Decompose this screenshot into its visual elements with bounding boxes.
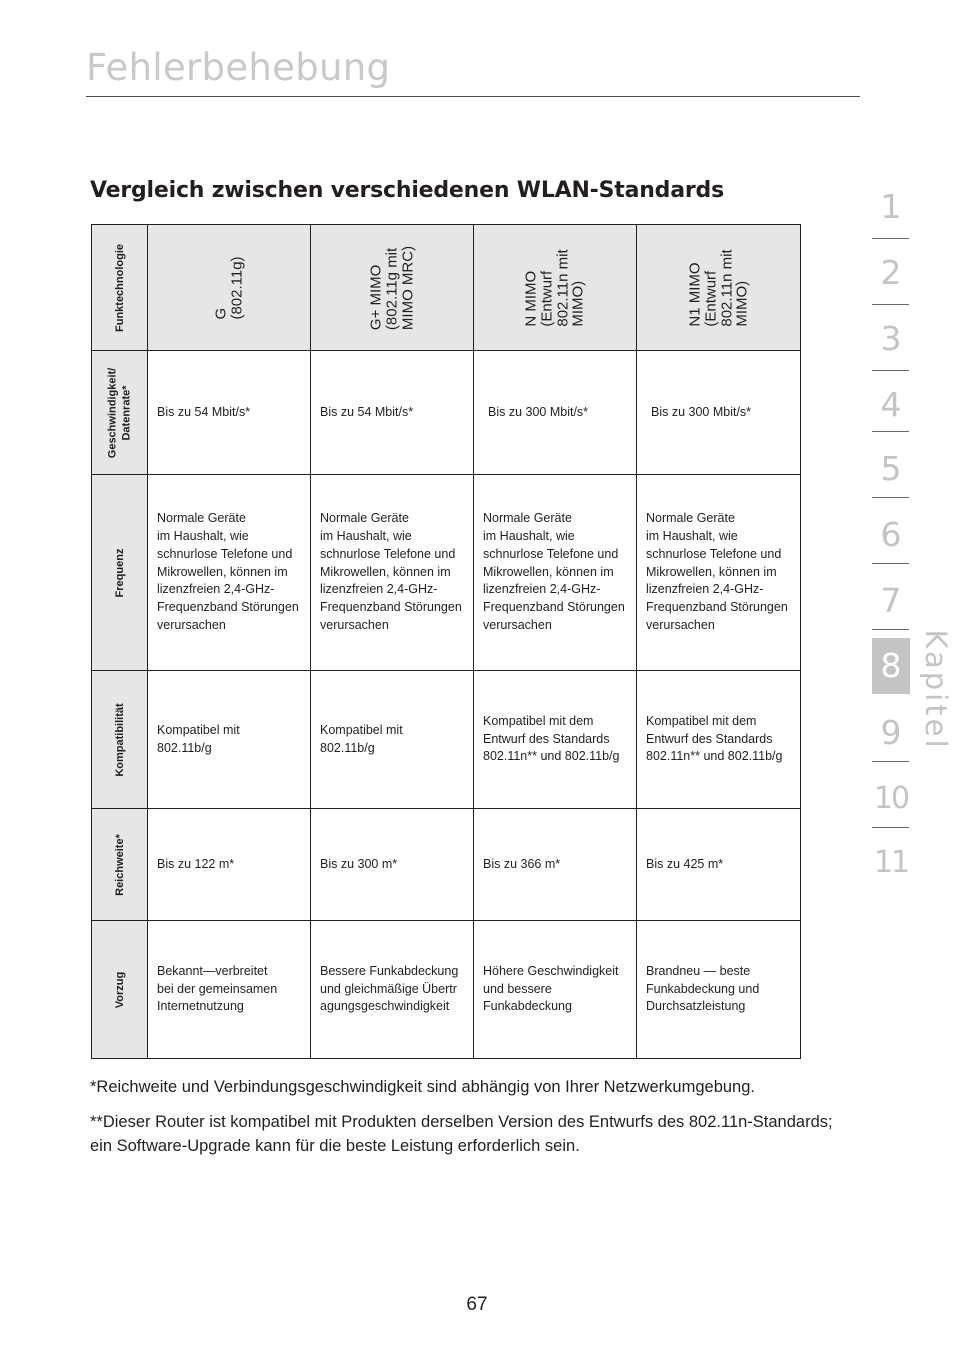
table-cell: Bis zu 54 Mbit/s* [148,351,311,475]
row-header-frequenz: Frequenz [92,475,148,671]
section-heading: Vergleich zwischen verschiedenen WLAN-Standards [90,178,724,203]
table-cell: Bekannt—verbreitet bei der gemeinsamen Internetnutzung [148,921,311,1059]
chapter-link-6[interactable]: 6 [880,515,902,554]
chapter-divider [872,827,909,828]
footnote-compatibility: **Dieser Router ist kompatibel mit Produkten derselben Version des Entwurfs des 802.11n-Standards; ein Software-Upgrade kann für die beste Leistung erforderlich sein. [90,1113,833,1155]
table-row-reichweite [92,809,801,921]
table-cell: Bis zu 425 m* [637,809,801,921]
chapter-divider [872,304,909,305]
chapter-divider [872,629,909,630]
chapter-link-10[interactable]: 10 [873,781,909,816]
page-title: Fehlerbehebung [86,46,391,89]
table-cell: Kompatibel mit dem Entwurf des Standards 802.11n** und 802.11b/g [474,671,637,809]
table-cell: Höhere Geschwindigkeit und bessere Funkabdeckung [474,921,637,1059]
title-rule [86,96,860,97]
table-cell: Normale Geräte im Haushalt, wie schnurlose Telefone und Mikrowellen, können im lizenzfreien 2,4-GHz- Frequenzband Störungen verursachen [637,475,801,671]
chapter-link-2[interactable]: 2 [880,253,902,292]
chapter-link-3[interactable]: 3 [880,319,902,358]
table-cell: Bis zu 366 m* [474,809,637,921]
table-cell: Bis zu 54 Mbit/s* [311,351,474,475]
chapter-divider [872,370,909,371]
chapter-link-5[interactable]: 5 [880,449,902,488]
table-cell: Normale Geräte im Haushalt, wie schnurlose Telefone und Mikrowellen, können im lizenzfreien 2,4-GHz- Frequenzband Störungen verursachen [311,475,474,671]
row-header-funktechnologie: Funktechnologie [92,225,148,351]
table-cell: Bis zu 122 m* [148,809,311,921]
comparison-table [91,224,801,1059]
table-cell: Kompatibel mit 802.11b/g [311,671,474,809]
column-header-n1-mimo: N1 MIMO (Entwurf 802.11n mit MIMO) [637,225,801,351]
chapter-link-7[interactable]: 7 [880,581,902,620]
row-header-kompatibilitaet: Kompatibilität [92,671,148,809]
row-header-reichweite: Reichweite* [92,809,148,921]
chapter-divider [872,431,909,432]
column-header-g: G (802.11g) [148,225,311,351]
table-cell: Kompatibel mit dem Entwurf des Standards 802.11n** und 802.11b/g [637,671,801,809]
table-cell: Bis zu 300 Mbit/s* [637,351,801,475]
table-cell: Kompatibel mit 802.11b/g [148,671,311,809]
chapter-divider [872,497,909,498]
column-header-g-plus-mimo: G+ MIMO (802.11g mit MIMO MRC) [311,225,474,351]
table-row-vorzug [92,921,801,1059]
chapter-link-1[interactable]: 1 [880,187,902,226]
chapter-link-8-active[interactable]: 8 [872,638,910,694]
table-cell: Normale Geräte im Haushalt, wie schnurlose Telefone und Mikrowellen, können im lizenzfreien 2,4-GHz- Frequenzband Störungen verursachen [148,475,311,671]
table-row-kompatibilitaet [92,671,801,809]
chapter-divider [872,761,909,762]
chapter-divider [872,563,909,564]
table-cell: Normale Geräte im Haushalt, wie schnurlose Telefone und Mikrowellen, können im lizenzfreien 2,4-GHz- Frequenzband Störungen verursachen [474,475,637,671]
chapter-link-4[interactable]: 4 [880,385,902,424]
table-cell: Brandneu — beste Funkabdeckung und Durchsatzleistung [637,921,801,1059]
table-cell: Bessere Funkabdeckung und gleichmäßige Übertr agungsgeschwindigkeit [311,921,474,1059]
table-cell: Bis zu 300 Mbit/s* [474,351,637,475]
chapter-link-9[interactable]: 9 [880,713,902,752]
chapter-label: Kapitel [919,629,953,751]
table-row-geschwindigkeit [92,351,801,475]
row-header-geschwindigkeit: Geschwindigkeit/ Datenrate* [92,351,148,475]
table-row-frequenz [92,475,801,671]
column-header-n-mimo: N MIMO (Entwurf 802.11n mit MIMO) [474,225,637,351]
row-header-vorzug: Vorzug [92,921,148,1059]
chapter-link-11[interactable]: 11 [873,845,909,880]
table-cell: Bis zu 300 m* [311,809,474,921]
chapter-divider [872,238,909,239]
footnote-range: *Reichweite und Verbindungsgeschwindigkeit sind abhängig von Ihrer Netzwerkumgebung. [90,1078,755,1096]
table-header-row [92,225,801,351]
page-number: 67 [466,1294,488,1315]
